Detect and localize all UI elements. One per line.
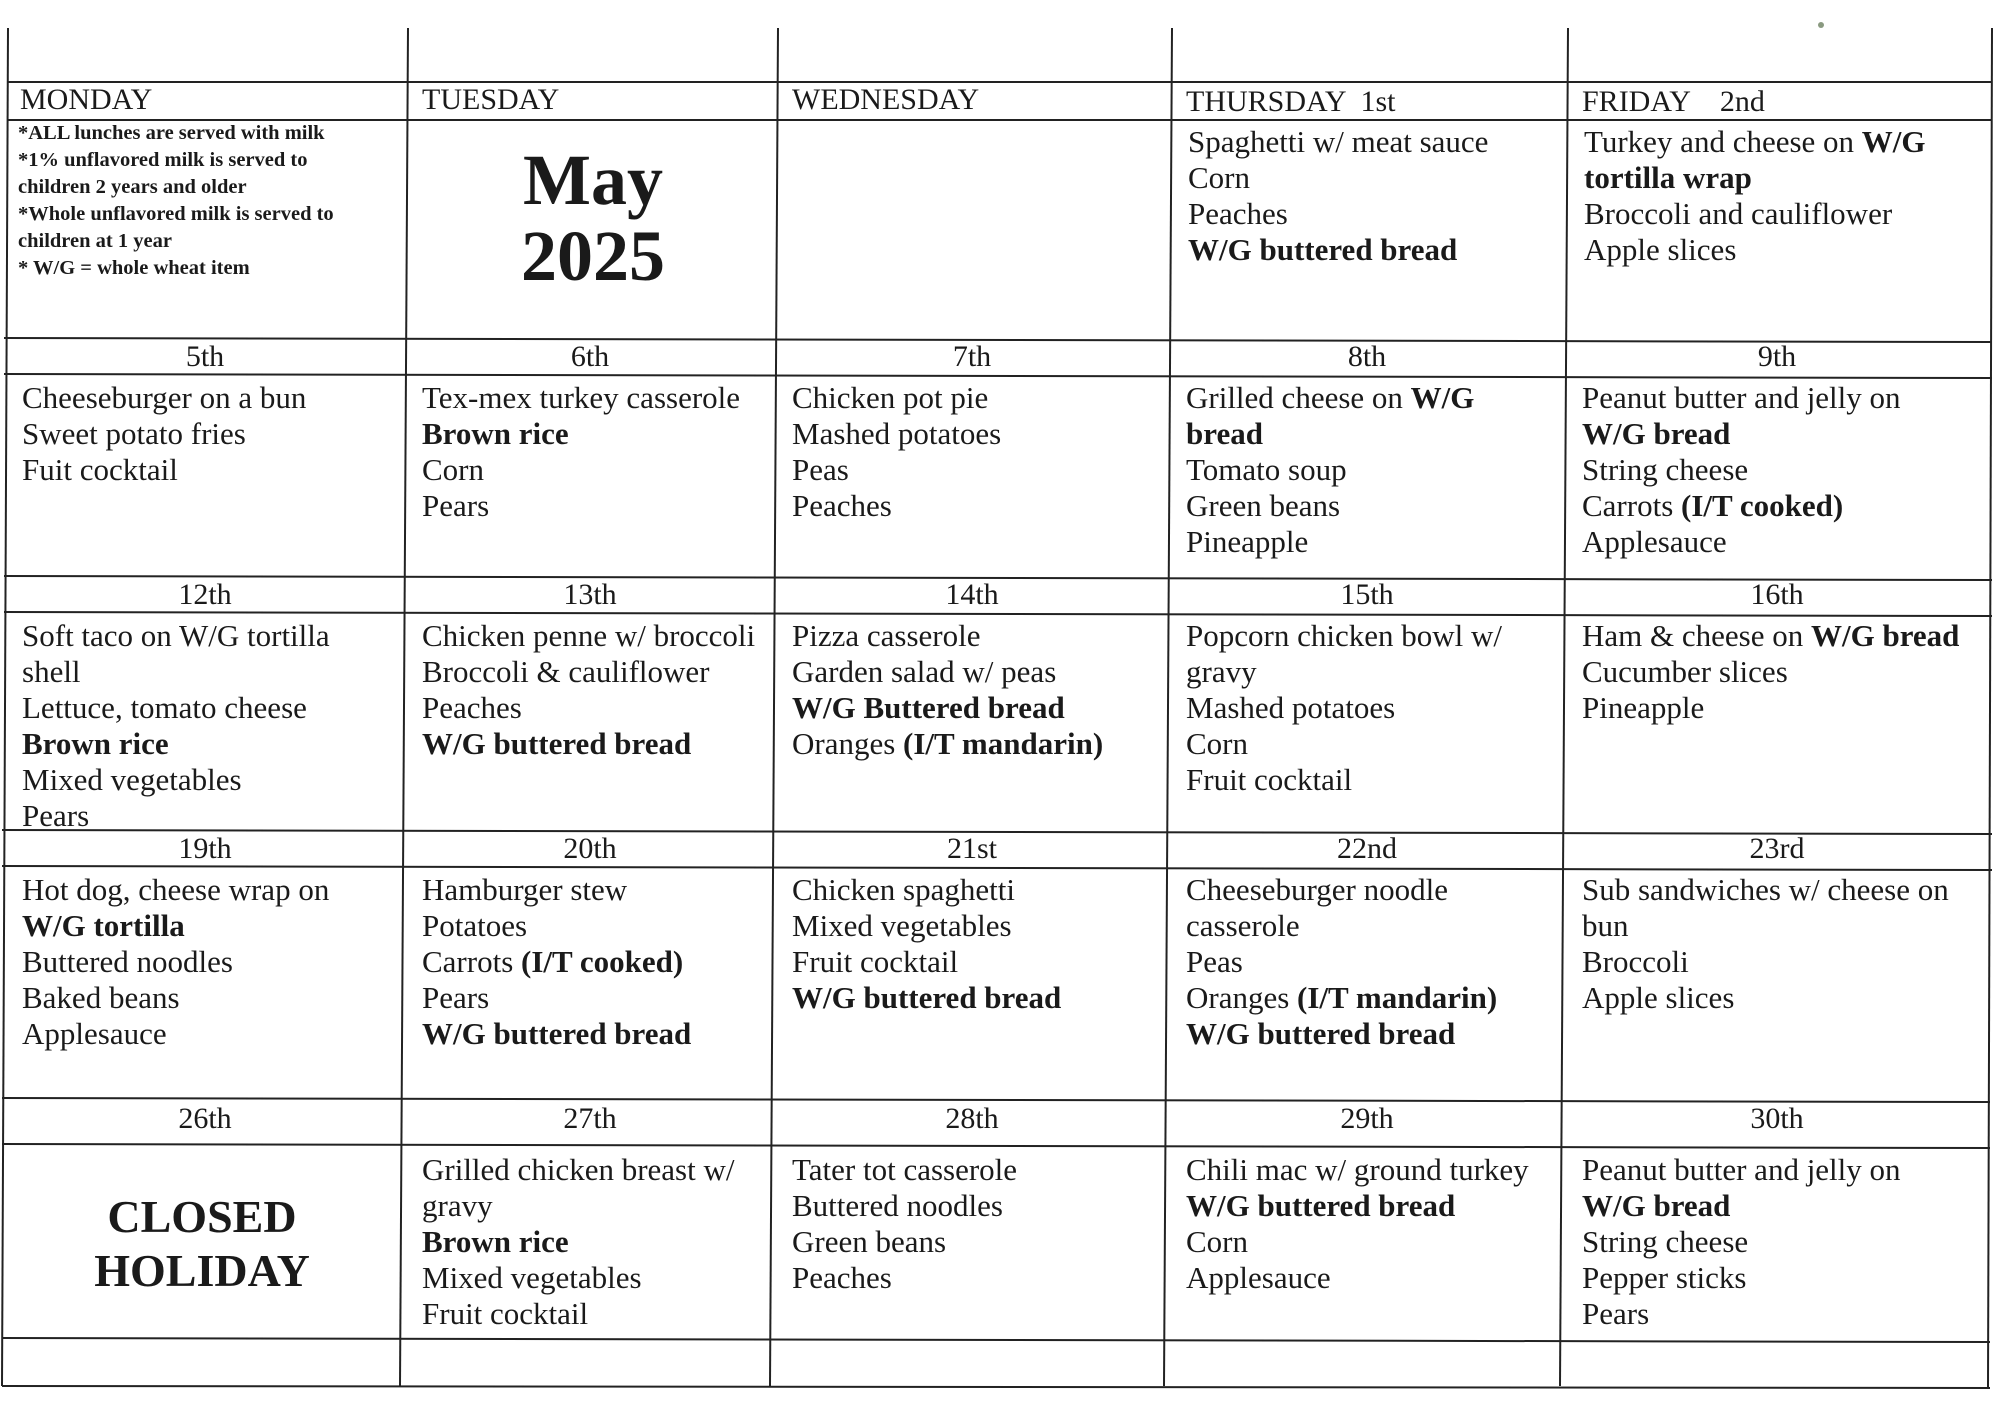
date-label-thursday: 8th: [1347, 340, 1387, 373]
menu-item: [1582, 690, 1972, 726]
menu-item: [1186, 872, 1548, 908]
menu-item-text-bold: Brown rice: [422, 416, 569, 451]
menu-item: [22, 1016, 388, 1052]
menu-item: [1186, 726, 1548, 762]
menu-item: [422, 416, 758, 452]
menu-item: [1582, 1260, 1972, 1296]
menu-item-text: Corn: [1186, 726, 1248, 761]
menu-item: [1186, 1016, 1548, 1052]
menu-item: [422, 726, 758, 762]
menu-item: [1582, 980, 1972, 1016]
menu-item: [22, 908, 388, 944]
menu-item-text: Garden salad w/ peas: [792, 654, 1057, 689]
menu-item-text: Mashed potatoes: [792, 416, 1002, 451]
menu-item-text: Sweet potato fries: [22, 416, 246, 451]
menu-item: [22, 654, 388, 690]
menu-item-text: Broccoli: [1582, 944, 1689, 979]
menu-item: [22, 618, 388, 654]
menu-item-text: Tex-mex turkey casserole: [422, 380, 741, 415]
menu-item: [792, 452, 1152, 488]
menu-item-text: Green beans: [1186, 488, 1341, 523]
menu-item-text-bold: (I/T mandarin): [903, 726, 1104, 761]
menu-item: [1584, 196, 1974, 232]
menu-item-text: Carrots: [422, 944, 522, 979]
milk-note-line: *Whole unflavored milk is served to: [18, 203, 334, 225]
menu-item-text: Potatoes: [422, 908, 528, 943]
menu-item-text: Hot dog, cheese wrap on: [22, 872, 330, 907]
menu-item-text: Chicken penne w/ broccoli: [422, 618, 756, 653]
menu-cell-monday-12th: [8, 616, 402, 834]
menu-item: [792, 654, 1152, 690]
menu-item: [792, 618, 1152, 654]
date-label-thursday: 29th: [1340, 1102, 1394, 1135]
menu-item: [422, 1188, 758, 1224]
menu-item: [422, 980, 758, 1016]
menu-cell-tuesday-27th: [408, 1150, 772, 1342]
header-wednesday: WEDNESDAY: [792, 83, 980, 116]
menu-item-text-bold: (I/T cooked): [521, 944, 684, 979]
menu-item: [22, 762, 388, 798]
menu-item-text: Peaches: [792, 1260, 892, 1295]
menu-item: [792, 416, 1152, 452]
menu-item: [422, 1224, 758, 1260]
menu-item: [22, 798, 388, 834]
date-label-thursday: 15th: [1340, 578, 1394, 611]
menu-item: [1186, 654, 1548, 690]
menu-item-text: Fruit cocktail: [1186, 762, 1353, 797]
menu-item-text-bold: W/G buttered bread: [1186, 1188, 1456, 1223]
menu-item: [422, 654, 758, 690]
date-label-friday: 30th: [1750, 1102, 1804, 1135]
menu-item-text: Pineapple: [1582, 690, 1705, 725]
menu-item-text-bold: W/G buttered bread: [1186, 1016, 1456, 1051]
menu-item-text-bold: W/G bread: [1810, 618, 1960, 653]
menu-cell-wednesday-21st: [778, 870, 1166, 1102]
menu-item-text: Broccoli & cauliflower: [422, 654, 710, 689]
menu-item: [22, 416, 388, 452]
menu-item: [22, 690, 388, 726]
menu-item: [792, 380, 1152, 416]
menu-item: [1188, 124, 1552, 160]
menu-item-text-bold: (I/T mandarin): [1297, 980, 1498, 1015]
date-label-monday: 19th: [178, 832, 232, 865]
menu-item: [792, 944, 1152, 980]
menu-item: [1582, 618, 1972, 654]
milk-note-line: *1% unflavored milk is served to: [18, 149, 308, 171]
menu-item-text: Corn: [1188, 160, 1250, 195]
menu-item-text: Peas: [792, 452, 849, 487]
menu-item-text: Pears: [22, 798, 90, 833]
menu-cell-friday-30th: [1568, 1150, 1986, 1342]
menu-item: [1186, 944, 1548, 980]
menu-item: [1582, 380, 1972, 416]
menu-item: [1186, 416, 1548, 452]
menu-item-text: Chicken pot pie: [792, 380, 989, 415]
menu-item: [1582, 908, 1972, 944]
menu-item: [22, 452, 388, 488]
menu-cell-friday-23rd: [1568, 870, 1986, 1102]
menu-item: [1186, 488, 1548, 524]
menu-item: [1186, 1152, 1548, 1188]
menu-item-text: Grilled cheese on: [1186, 380, 1411, 415]
date-label-friday: 23rd: [1749, 832, 1805, 865]
menu-item-text: Chicken spaghetti: [792, 872, 1015, 907]
menu-item-text-bold: W/G buttered bread: [1188, 232, 1458, 267]
menu-item-text: Pizza casserole: [792, 618, 981, 653]
menu-item: [1582, 416, 1972, 452]
closed-line-2: HOLIDAY: [94, 1245, 310, 1296]
menu-item-text: Hamburger stew: [422, 872, 628, 907]
menu-cell-wednesday-7th: [778, 378, 1166, 580]
menu-item: [1186, 980, 1548, 1016]
header-tuesday: TUESDAY: [422, 83, 560, 116]
menu-item-text: bun: [1582, 908, 1629, 943]
header-thursday: THURSDAY 1st: [1186, 85, 1396, 118]
menu-item-text: Chili mac w/ ground turkey: [1186, 1152, 1529, 1187]
menu-item-text-bold: W/G: [1861, 124, 1926, 159]
menu-item: [422, 1016, 758, 1052]
menu-item-text: Ham & cheese on: [1582, 618, 1811, 653]
menu-item-text: Peaches: [1188, 196, 1288, 231]
menu-item: [792, 1188, 1152, 1224]
menu-item: [22, 380, 388, 416]
menu-item-text: Grilled chicken breast w/: [422, 1152, 735, 1187]
menu-item: [1186, 762, 1548, 798]
date-label-tuesday: 6th: [570, 340, 610, 373]
menu-item-text: Applesauce: [22, 1016, 167, 1051]
menu-item-text: Fuit cocktail: [22, 452, 178, 487]
menu-cell-thursday-15th: [1172, 616, 1562, 834]
menu-item: [1584, 232, 1974, 268]
menu-item: [792, 872, 1152, 908]
menu-item-text: Cheeseburger noodle: [1186, 872, 1448, 907]
menu-item-text-bold: W/G: [1410, 380, 1475, 415]
menu-item: [22, 726, 388, 762]
date-label-thursday: 22nd: [1337, 832, 1397, 865]
date-label-tuesday: 27th: [563, 1102, 617, 1135]
menu-item: [1582, 1296, 1972, 1332]
menu-item-text: Peaches: [422, 690, 522, 725]
menu-item: [422, 1296, 758, 1332]
menu-item-text: Green beans: [792, 1224, 947, 1259]
menu-item-text-bold: W/G bread: [1582, 1188, 1731, 1223]
menu-item-text: Pepper sticks: [1582, 1260, 1747, 1295]
menu-item-text: Soft taco on W/G tortilla: [22, 618, 330, 653]
date-label-friday: 16th: [1750, 578, 1804, 611]
menu-item: [422, 872, 758, 908]
menu-item-text: shell: [22, 654, 81, 689]
menu-item: [1186, 452, 1548, 488]
date-label-wednesday: 21st: [946, 832, 997, 865]
menu-item: [422, 690, 758, 726]
menu-cell-wednesday-28th: [778, 1150, 1166, 1342]
menu-item: [1582, 1188, 1972, 1224]
menu-item-text-bold: W/G tortilla: [22, 908, 185, 943]
menu-item: [792, 1260, 1152, 1296]
menu-cell-thursday-8th: [1172, 378, 1562, 580]
menu-cell-tuesday-20th: [408, 870, 772, 1102]
menu-item: [1186, 908, 1548, 944]
menu-item-text-bold: W/G bread: [1582, 416, 1731, 451]
menu-item-text: Broccoli and cauliflower: [1584, 196, 1893, 231]
menu-cell-tuesday-13th: [408, 616, 772, 834]
milk-note-line: children at 1 year: [18, 230, 172, 252]
menu-item-text: Peanut butter and jelly on: [1582, 1152, 1901, 1187]
menu-item-text: Popcorn chicken bowl w/: [1186, 618, 1502, 653]
menu-item-text: Sub sandwiches w/ cheese on: [1582, 872, 1949, 907]
menu-item-text: Applesauce: [1582, 524, 1727, 559]
menu-item: [422, 618, 758, 654]
menu-item-text: Mixed vegetables: [22, 762, 242, 797]
menu-item-text-bold: tortilla wrap: [1584, 160, 1752, 195]
menu-item: [1186, 380, 1548, 416]
menu-item-text: Peas: [1186, 944, 1243, 979]
milk-note-line: children 2 years and older: [18, 176, 247, 198]
menu-item-text: Pears: [422, 980, 490, 1015]
menu-item: [1188, 160, 1552, 196]
menu-item-text: Carrots: [1582, 488, 1682, 523]
menu-item-text: Buttered noodles: [22, 944, 233, 979]
date-label-monday: 26th: [178, 1102, 232, 1135]
menu-item-text: Pears: [422, 488, 490, 523]
menu-item-text: gravy: [1186, 654, 1257, 689]
menu-item-text: Fruit cocktail: [792, 944, 959, 979]
menu-item-text: Mixed vegetables: [792, 908, 1012, 943]
menu-item: [422, 1152, 758, 1188]
menu-item: [792, 908, 1152, 944]
menu-item: [1186, 618, 1548, 654]
date-label-wednesday: 14th: [945, 578, 999, 611]
menu-item: [792, 690, 1152, 726]
menu-item: [792, 488, 1152, 524]
menu-item-text-bold: W/G buttered bread: [422, 1016, 692, 1051]
date-label-tuesday: 13th: [563, 578, 617, 611]
menu-item-text: Lettuce, tomato cheese: [22, 690, 307, 725]
menu-item: [422, 944, 758, 980]
menu-item: [1584, 160, 1974, 196]
scan-speck: [1818, 22, 1824, 28]
header-friday: FRIDAY 2nd: [1582, 85, 1765, 118]
menu-item-text: Baked beans: [22, 980, 180, 1015]
menu-item: [1186, 1260, 1548, 1296]
menu-item-text: Corn: [422, 452, 484, 487]
date-label-tuesday: 20th: [563, 832, 617, 865]
menu-cell-thursday-1st: [1174, 122, 1566, 340]
menu-item-text: Turkey and cheese on: [1584, 124, 1862, 159]
menu-item-text: gravy: [422, 1188, 493, 1223]
closed-holiday: [6, 1150, 398, 1338]
menu-item-text: String cheese: [1582, 452, 1749, 487]
menu-item: [792, 1224, 1152, 1260]
menu-item: [1582, 944, 1972, 980]
menu-item-text: Peanut butter and jelly on: [1582, 380, 1901, 415]
menu-item: [1188, 232, 1552, 268]
menu-item-text: Tomato soup: [1186, 452, 1347, 487]
menu-item: [1582, 1224, 1972, 1260]
menu-item-text: Cucumber slices: [1582, 654, 1788, 689]
menu-item-text: Mashed potatoes: [1186, 690, 1396, 725]
menu-item-text-bold: Brown rice: [422, 1224, 569, 1259]
menu-item-text: Tater tot casserole: [792, 1152, 1018, 1187]
menu-item-text: Cheeseburger on a bun: [22, 380, 307, 415]
menu-item: [1186, 1188, 1548, 1224]
date-label-friday: 9th: [1757, 340, 1797, 373]
menu-item-text-bold: W/G buttered bread: [792, 980, 1062, 1015]
menu-item-text: Spaghetti w/ meat sauce: [1188, 124, 1489, 159]
menu-item: [1186, 524, 1548, 560]
menu-cell-thursday-29th: [1172, 1150, 1562, 1342]
menu-item-text: casserole: [1186, 908, 1300, 943]
menu-cell-monday-5th: [8, 378, 402, 580]
menu-item-text: Apple slices: [1584, 232, 1737, 267]
menu-item: [22, 980, 388, 1016]
menu-cell-friday-9th: [1568, 378, 1986, 580]
title-month: May: [523, 140, 663, 220]
title-year: 2025: [521, 216, 665, 296]
menu-item: [22, 872, 388, 908]
menu-item: [1186, 690, 1548, 726]
menu-item: [422, 452, 758, 488]
menu-item-text: Corn: [1186, 1224, 1248, 1259]
menu-cell-tuesday-6th: [408, 378, 772, 580]
menu-item-text: Oranges: [792, 726, 904, 761]
menu-item-text-bold: W/G buttered bread: [422, 726, 692, 761]
menu-cell-thursday-22nd: [1172, 870, 1562, 1102]
menu-item: [1582, 1152, 1972, 1188]
menu-item-text: Peaches: [792, 488, 892, 523]
menu-item: [422, 908, 758, 944]
menu-item: [422, 1260, 758, 1296]
menu-item: [1582, 488, 1972, 524]
milk-note-line: * W/G = whole wheat item: [18, 257, 250, 279]
menu-cell-friday-16th: [1568, 616, 1986, 834]
date-label-monday: 12th: [178, 578, 232, 611]
menu-item: [792, 726, 1152, 762]
menu-item-text: Fruit cocktail: [422, 1296, 589, 1331]
menu-item: [422, 380, 758, 416]
date-label-wednesday: 28th: [945, 1102, 999, 1135]
menu-cell-friday-2nd: [1570, 122, 1988, 340]
menu-item-text-bold: (I/T cooked): [1681, 488, 1844, 523]
menu-item-text-bold: bread: [1186, 416, 1263, 451]
menu-item: [1582, 654, 1972, 690]
menu-item-text: Pineapple: [1186, 524, 1309, 559]
header-monday: MONDAY: [20, 83, 153, 116]
menu-item-text: Apple slices: [1582, 980, 1735, 1015]
menu-cell-wednesday-14th: [778, 616, 1166, 834]
date-label-monday: 5th: [185, 340, 225, 373]
menu-item: [792, 980, 1152, 1016]
menu-item: [1186, 1224, 1548, 1260]
menu-item: [1584, 124, 1974, 160]
menu-item-text: String cheese: [1582, 1224, 1749, 1259]
menu-item: [422, 488, 758, 524]
menu-item-text: Applesauce: [1186, 1260, 1331, 1295]
menu-item: [792, 1152, 1152, 1188]
menu-item-text-bold: Brown rice: [22, 726, 169, 761]
menu-item: [1582, 524, 1972, 560]
menu-cell-monday-19th: [8, 870, 402, 1102]
milk-note-line: *ALL lunches are served with milk: [18, 122, 325, 144]
milk-notes: [10, 120, 406, 336]
date-label-wednesday: 7th: [952, 340, 992, 373]
menu-item: [22, 944, 388, 980]
menu-item: [1582, 872, 1972, 908]
menu-item-text: Pears: [1582, 1296, 1650, 1331]
menu-item: [1188, 196, 1552, 232]
closed-line-1: CLOSED: [107, 1191, 297, 1242]
menu-item-text: Mixed vegetables: [422, 1260, 642, 1295]
calendar-title: [410, 120, 776, 338]
menu-item-text: Oranges: [1186, 980, 1298, 1015]
menu-item: [1582, 452, 1972, 488]
menu-item-text: Buttered noodles: [792, 1188, 1003, 1223]
menu-item-text-bold: W/G Buttered bread: [792, 690, 1065, 725]
